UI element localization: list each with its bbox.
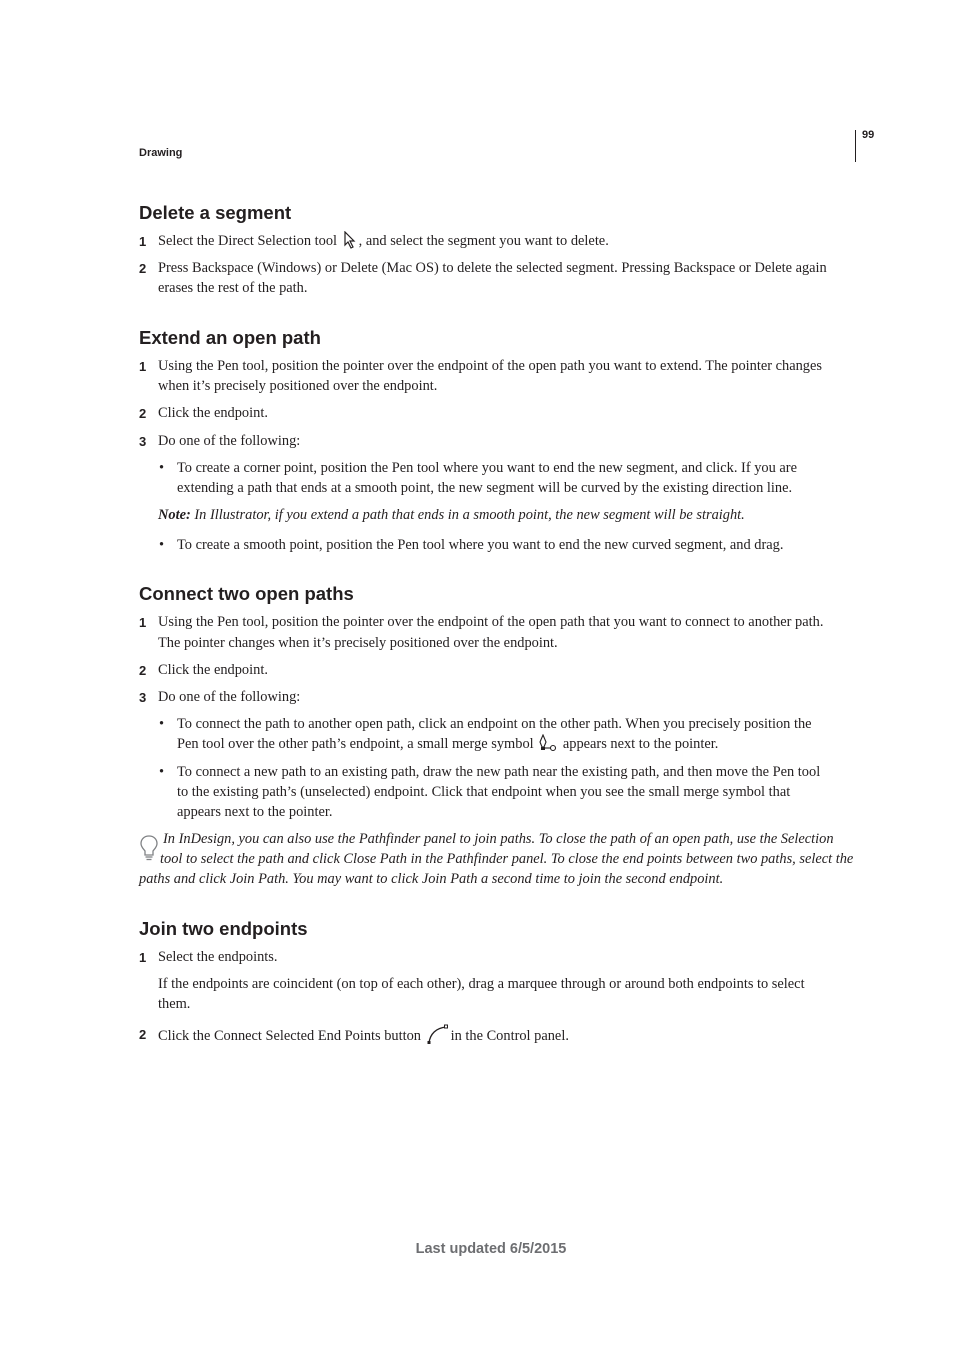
heading-join-endpoints: Join two endpoints [139,918,308,939]
tip-text: tool to select the path and click Close Path in the Pathfinder panel. To close the end points between two paths, select the [160,851,854,867]
bullet-text: To create a corner point, position the Pen tool where you want to end the new segment, and click. If you are [177,460,797,476]
step-number: 1 [139,234,147,249]
bullet-text: To create a smooth point, position the Pen tool where you want to end the new curved segment, and drag. [177,537,784,553]
bullet-text: appears next to the pointer. [177,804,333,820]
paragraph-text: If the endpoints are coincident (on top of each other), drag a marquee through or around both endpoints to select [158,976,805,992]
direct-selection-tool-icon [343,231,357,255]
step-text: Using the Pen tool, position the pointer over the endpoint of the open path that you want to connect to another path. [158,614,824,630]
connect-end-points-icon [427,1024,449,1050]
step-number: 2 [139,406,147,421]
step-number: 2 [139,663,147,678]
step-text: Click the endpoint. [158,662,268,678]
step-number: 1 [139,950,147,965]
page-number: 99 [862,129,875,141]
bullet-text: To connect the path to another open path, click an endpoint on the other path. When you precisely position the [177,716,812,732]
footer-last-updated: Last updated 6/5/2015 [415,1241,567,1257]
bullet-mark: • [159,716,165,732]
step-number: 3 [139,690,147,705]
bullet-text: To connect a new path to an existing path, draw the new path near the existing path, and then move the Pen tool [177,764,821,780]
bullet-text: extending a path that ends at a smooth point, the new segment will be curved by the existing direction line. [177,480,793,496]
step-number: 3 [139,434,147,449]
note-label: Note: [158,507,191,523]
step-text: Click the Connect Selected End Points button in the Control panel. [158,1024,569,1050]
header-rule [855,130,856,162]
heading-delete-segment: Delete a segment [139,202,292,223]
step-text: Using the Pen tool, position the pointer over the endpoint of the open path you want to extend. The pointer changes [158,358,822,374]
heading-connect-open-paths: Connect two open paths [139,583,354,604]
bullet-text: to the existing path’s (unselected) endpoint. Click that endpoint when you see the small merge symbol that [177,784,791,800]
step-text: Press Backspace (Windows) or Delete (Mac OS) to delete the selected segment. Pressing Backspace or Delete again [158,260,827,276]
step-number: 1 [139,359,147,374]
step-text: when it’s precisely positioned over the endpoint. [158,378,438,394]
step-text: Click the endpoint. [158,405,268,421]
tip-text: paths and click Join Path. You may want to click Join Path a second time to join the second endpoint. [139,871,724,887]
running-head: Drawing [139,147,183,159]
bullet-text: Pen tool over the other path’s endpoint, a small merge symbol appears next to the pointer. [177,734,718,758]
step-text: Do one of the following: [158,433,301,449]
step-text: The pointer changes when it’s precisely positioned over the endpoint. [158,635,558,651]
tip-text: In InDesign, you can also use the Pathfinder panel to join paths. To close the path of an open path, use the Selection [163,831,834,847]
heading-extend-open-path: Extend an open path [139,327,321,348]
step-number: 1 [139,615,147,630]
note: Note: In Illustrator, if you extend a path that ends in a smooth point, the new segment will be straight. [158,507,745,523]
bullet-mark: • [159,460,165,476]
step-text: Select the Direct Selection tool , and select the segment you want to delete. [158,231,609,255]
step-text: erases the rest of the path. [158,280,308,296]
step-number: 2 [139,261,147,276]
bullet-mark: • [159,537,165,553]
paragraph-text: them. [158,996,191,1012]
step-text: Do one of the following: [158,689,301,705]
step-text: Select the endpoints. [158,949,278,965]
bullet-mark: • [159,764,165,780]
lightbulb-tip-icon [139,834,159,867]
pen-merge-icon [539,734,557,758]
step-number: 2 [139,1027,147,1042]
